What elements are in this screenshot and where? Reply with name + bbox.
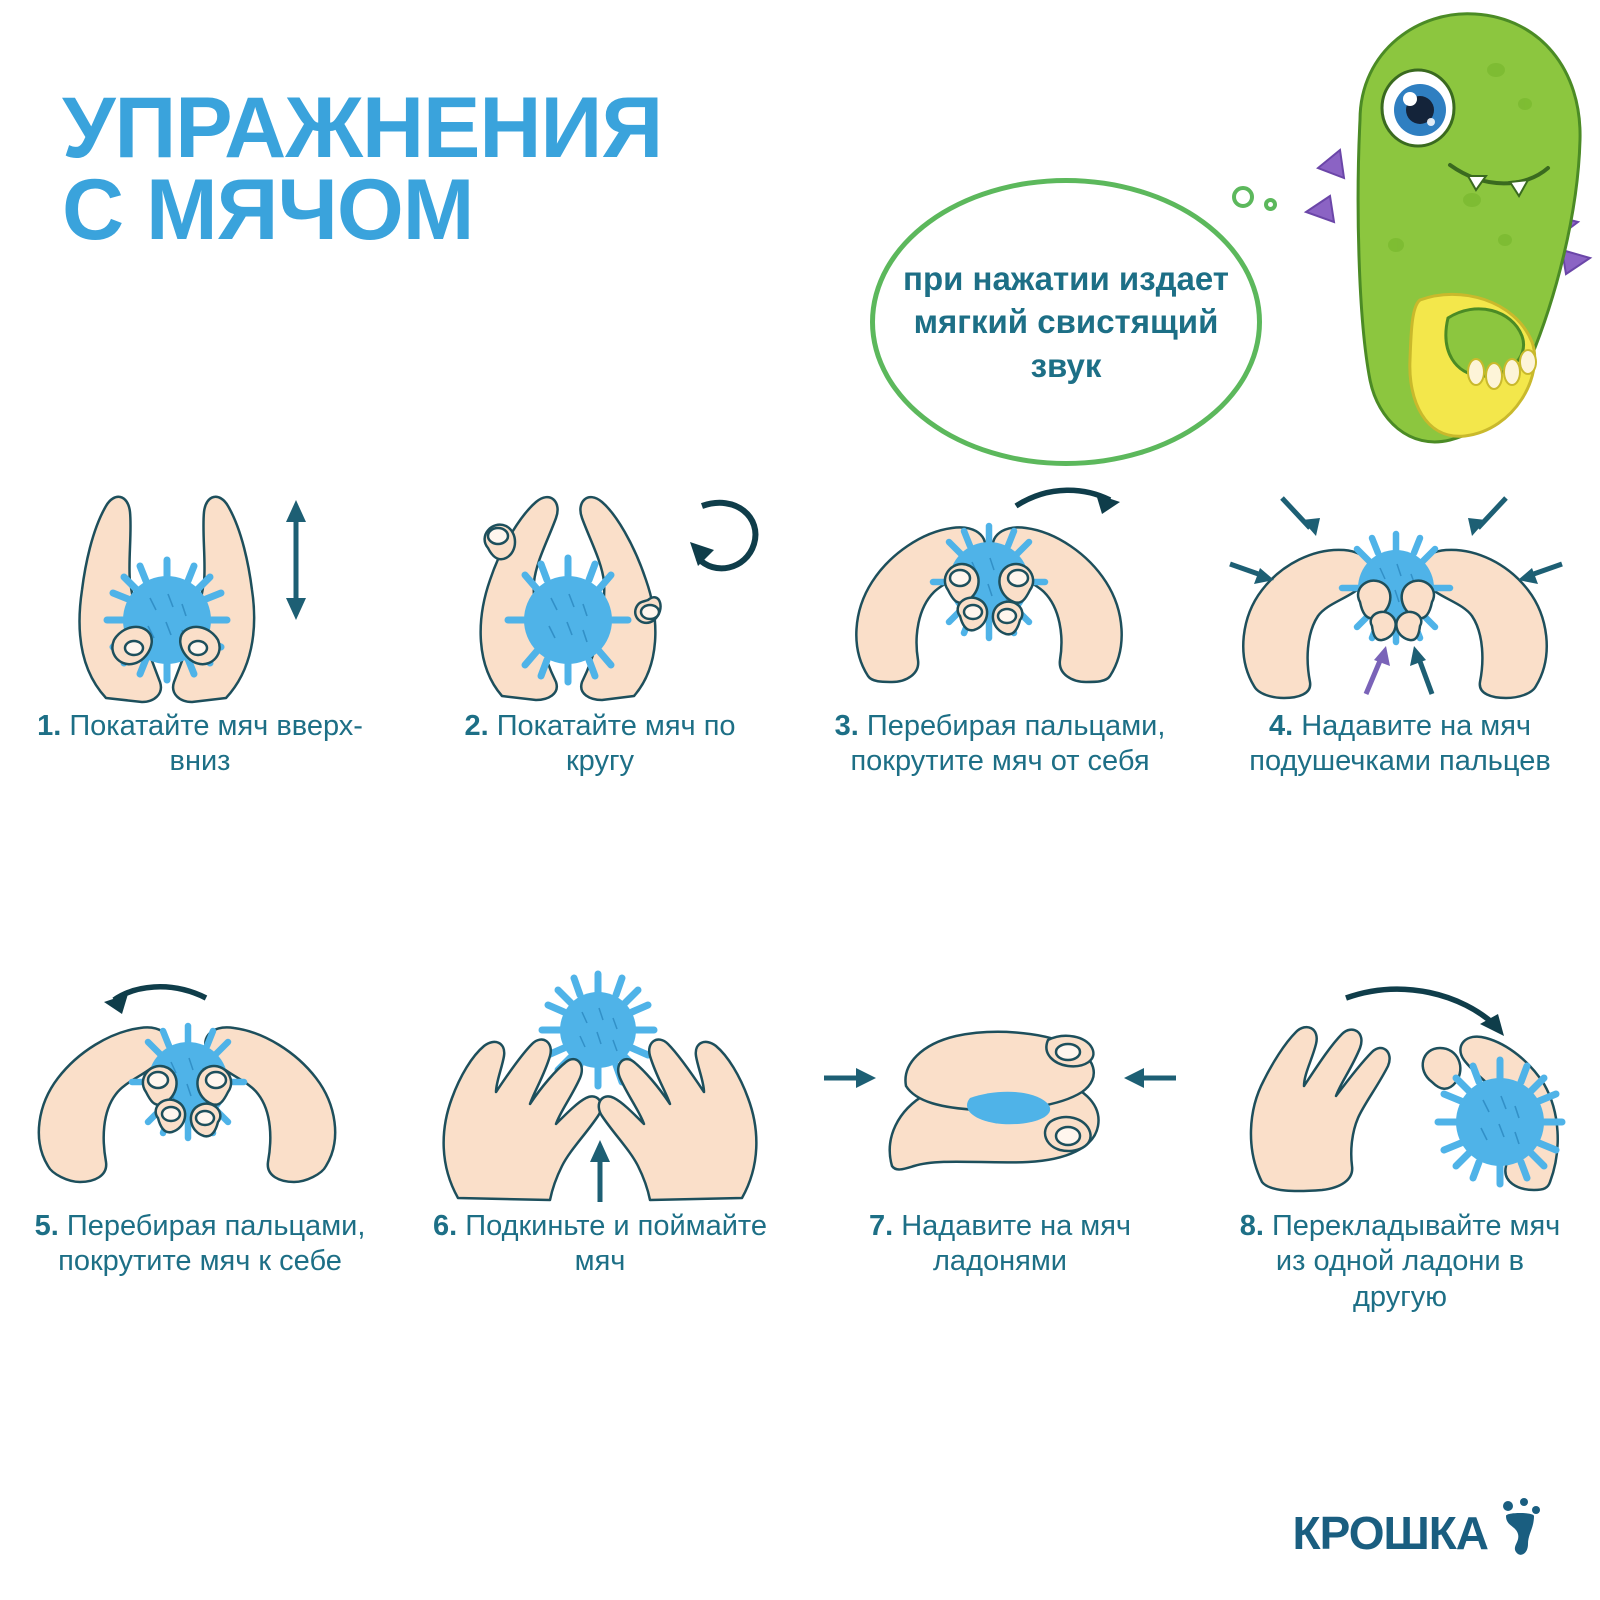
mascot-eye xyxy=(1382,70,1454,146)
exercise-step-8-text: Перекладывайте мяч из одной ладони в другую xyxy=(1271,1209,1561,1313)
speech-bubble-dot-small xyxy=(1264,198,1277,211)
exercise-step-2-text: Покатайте мяч по кругу xyxy=(496,710,736,778)
spiky-ball xyxy=(1438,1060,1562,1184)
arrow-away-icon xyxy=(1016,490,1110,506)
exercise-step-8-caption xyxy=(1210,1209,1590,1315)
exercise-row-1 xyxy=(0,470,1600,780)
exercise-grid xyxy=(0,470,1600,1315)
arrow-up-down-icon xyxy=(286,500,306,620)
exercise-step-3-number: 3. xyxy=(834,710,859,742)
exercise-step-2-caption xyxy=(410,709,790,780)
exercise-step-2-number: 2. xyxy=(464,710,489,742)
page-title xyxy=(62,80,922,258)
exercise-step-1-text: Покатайте мяч вверх-вниз xyxy=(69,710,363,778)
exercise-step-8-number: 8. xyxy=(1239,1209,1264,1242)
exercise-step-3-caption xyxy=(810,709,1190,780)
brand-logo xyxy=(1293,1498,1546,1560)
pass-ball-hand-to-hand-icon xyxy=(1210,970,1590,1205)
exercise-step-7-number: 7. xyxy=(868,1209,894,1242)
arrow-up-icon xyxy=(590,1140,610,1202)
exercise-step-7-text: Надавите на мяч ладонями xyxy=(901,1209,1132,1278)
exercise-step-3-text: Перебирая пальцами, покрутите мяч от себя xyxy=(850,710,1166,778)
exercise-step-6-text: Подкиньте и поймайте мяч xyxy=(465,1209,768,1278)
exercise-step-6 xyxy=(400,970,800,1315)
exercise-step-5 xyxy=(0,970,400,1315)
exercise-step-1-number: 1. xyxy=(37,710,62,742)
speech-bubble xyxy=(870,178,1262,466)
exercise-step-7-caption xyxy=(810,1209,1190,1280)
arrow-transfer-icon xyxy=(1346,989,1496,1026)
two-hands-circular-roll-icon xyxy=(410,470,790,705)
brand-mark-icon xyxy=(1494,1498,1546,1560)
fingers-rotate-toward-icon xyxy=(10,970,390,1205)
arrow-toward-icon xyxy=(114,987,206,1000)
exercise-step-4-number: 4. xyxy=(1268,710,1294,742)
speech-bubble-dot-large xyxy=(1232,186,1254,208)
fingertips-press-icon xyxy=(1210,470,1590,705)
speech-bubble-text: при нажатии издает мягкий свистящий звук xyxy=(903,259,1229,384)
spiky-ball xyxy=(508,558,628,682)
dinosaur-mascot-illustration xyxy=(1300,0,1600,470)
exercise-step-3 xyxy=(800,470,1200,780)
exercise-step-5-text: Перебирая пальцами, покрутите мяч к себе xyxy=(58,1209,366,1278)
page-title-line2: С МЯЧОМ xyxy=(62,161,474,258)
exercise-step-5-number: 5. xyxy=(34,1209,59,1242)
toss-and-catch-icon xyxy=(410,970,790,1205)
fingers-rotate-away-icon xyxy=(810,470,1190,705)
exercise-step-7 xyxy=(800,970,1200,1315)
exercise-row-2 xyxy=(0,970,1600,1315)
exercise-step-6-number: 6. xyxy=(432,1209,458,1242)
exercise-step-4-caption xyxy=(1210,709,1590,780)
exercise-step-4-text: Надавите на мяч подушечками пальцев xyxy=(1249,710,1551,778)
palms-press-icon xyxy=(810,970,1190,1205)
page-title-line1: УПРАЖНЕНИЯ xyxy=(62,80,663,176)
two-hands-vertical-roll-icon xyxy=(10,470,390,705)
exercise-step-5-caption xyxy=(10,1209,390,1280)
exercise-step-4 xyxy=(1200,470,1600,780)
exercise-step-2 xyxy=(400,470,800,780)
exercise-step-1-caption xyxy=(10,709,390,780)
brand-name: КРОШКА xyxy=(1292,1507,1488,1559)
exercise-step-6-caption xyxy=(410,1209,790,1280)
arrow-circular-icon xyxy=(698,503,755,569)
exercise-step-8 xyxy=(1200,970,1600,1315)
exercise-step-1 xyxy=(0,470,400,780)
